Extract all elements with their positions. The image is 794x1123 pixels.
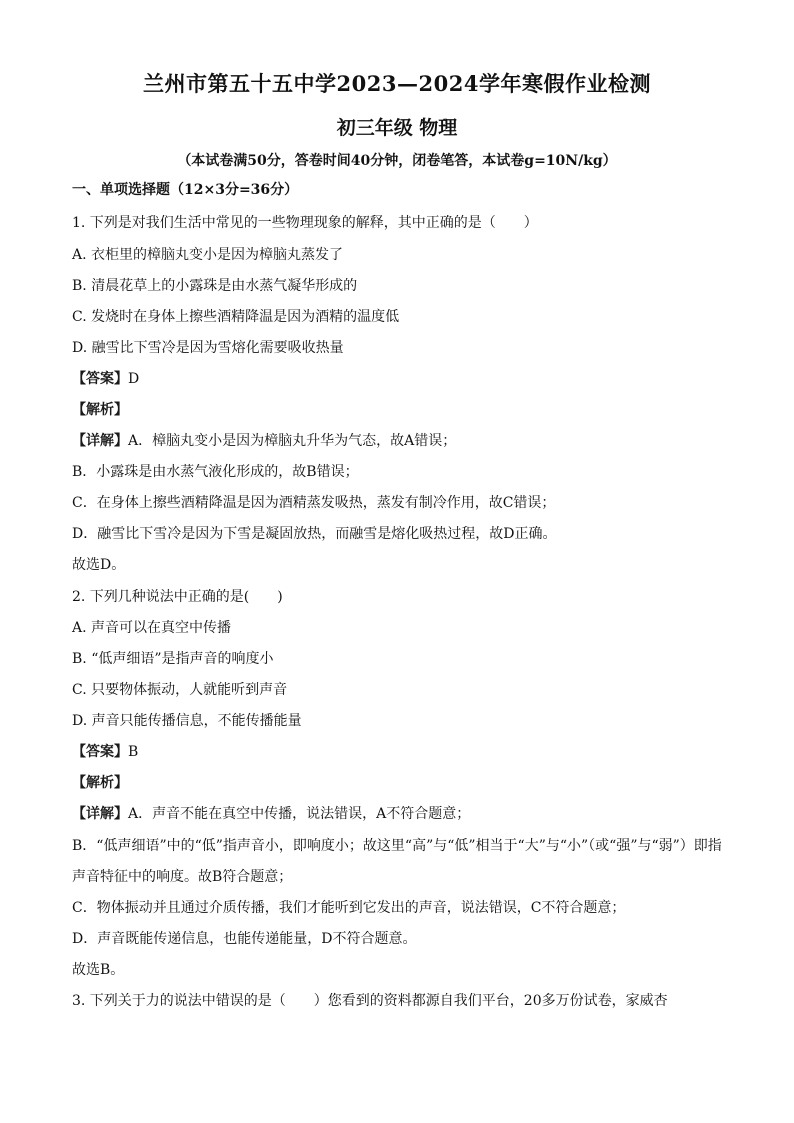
- analysis-tag: 【解析】: [72, 775, 128, 791]
- section-heading: 一、单项选择题（12×3分=36分）: [72, 182, 299, 198]
- question-1-detail-d: D．融雪比下雪冷是因为下雪是凝固放热，而融雪是熔化吸热过程，故D正确。: [72, 526, 557, 542]
- question-2-answer: [72, 742, 722, 762]
- question-1-detail-a: [72, 431, 722, 451]
- question-1-option-a: A. 衣柜里的樟脑丸变小是因为樟脑丸蒸发了: [72, 247, 344, 263]
- question-1-detail-c: C．在身体上擦些酒精降温是因为酒精蒸发吸热，蒸发有制冷作用，故C错误；: [72, 495, 556, 511]
- question-2-detail-a: [72, 804, 722, 824]
- question-2-option-c: C. 只要物体振动，人就能听到声音: [72, 682, 288, 698]
- answer-value: B: [128, 744, 139, 760]
- detail-text: A．樟脑丸变小是因为樟脑丸升华为气态，故A错误；: [128, 433, 457, 449]
- question-2-detail-d: D．声音既能传递信息，也能传递能量，D不符合题意。: [72, 931, 417, 947]
- question-2-detail-b: B．“低声细语”中的“低”指声音小，即响度小；故这里“高”与“低”相当于“大”与“小”（或“强”与“弱”）即指: [72, 838, 722, 854]
- question-2-option-d: D. 声音只能传播信息，不能传播能量: [72, 713, 302, 729]
- question-1-option-d: D. 融雪比下雪冷是因为雪熔化需要吸收热量: [72, 340, 344, 356]
- question-2-detail-b-cont: 声音特征中的响度。故B符合题意；: [72, 869, 293, 885]
- exam-title: 兰州市第五十五中学2023—2024学年寒假作业检测: [143, 71, 651, 96]
- question-2-option-b: B. “低声细语”是指声音的响度小: [72, 651, 274, 667]
- exam-note: （本试卷满50分，答卷时间40分钟，闭卷笔答，本试卷g=10N/kg）: [177, 153, 617, 169]
- question-1-option-c: C. 发烧时在身体上擦些酒精降温是因为酒精的温度低: [72, 309, 400, 325]
- detail-text: A．声音不能在真空中传播，说法错误，A不符合题意；: [128, 806, 471, 822]
- question-1-stem: 1. 下列是对我们生活中常见的一些物理现象的解释，其中正确的是（ ）: [72, 215, 538, 231]
- question-2-detail-c: C．物体振动并且通过介质传播，我们才能听到它发出的声音，说法错误，C不符合题意；: [72, 900, 626, 916]
- exam-subtitle: 初三年级 物理: [336, 117, 458, 139]
- question-1-detail-b: B．小露珠是由水蒸气液化形成的，故B错误；: [72, 464, 359, 480]
- question-2-conclusion: 故选B。: [72, 962, 125, 978]
- detail-tag: 【详解】: [72, 806, 128, 822]
- question-1-analysis-tag: [72, 400, 722, 420]
- question-1-option-b: B. 清晨花草上的小露珠是由水蒸气凝华形成的: [72, 278, 358, 294]
- answer-value: D: [128, 371, 140, 387]
- question-2-analysis-tag: [72, 773, 722, 793]
- question-2-option-a: A. 声音可以在真空中传播: [72, 620, 232, 636]
- detail-tag: 【详解】: [72, 433, 128, 449]
- question-3-stem: 3. 下列关于力的说法中错误的是（ ）您看到的资料都源自我们平台，20多万份试卷，家威杏: [72, 993, 668, 1009]
- question-1-answer: [72, 369, 722, 389]
- question-2-stem: 2. 下列几种说法中正确的是( ): [72, 589, 283, 605]
- question-1-conclusion: 故选D。: [72, 557, 126, 573]
- analysis-tag: 【解析】: [72, 402, 128, 418]
- answer-tag: 【答案】: [72, 744, 128, 760]
- answer-tag: 【答案】: [72, 371, 128, 387]
